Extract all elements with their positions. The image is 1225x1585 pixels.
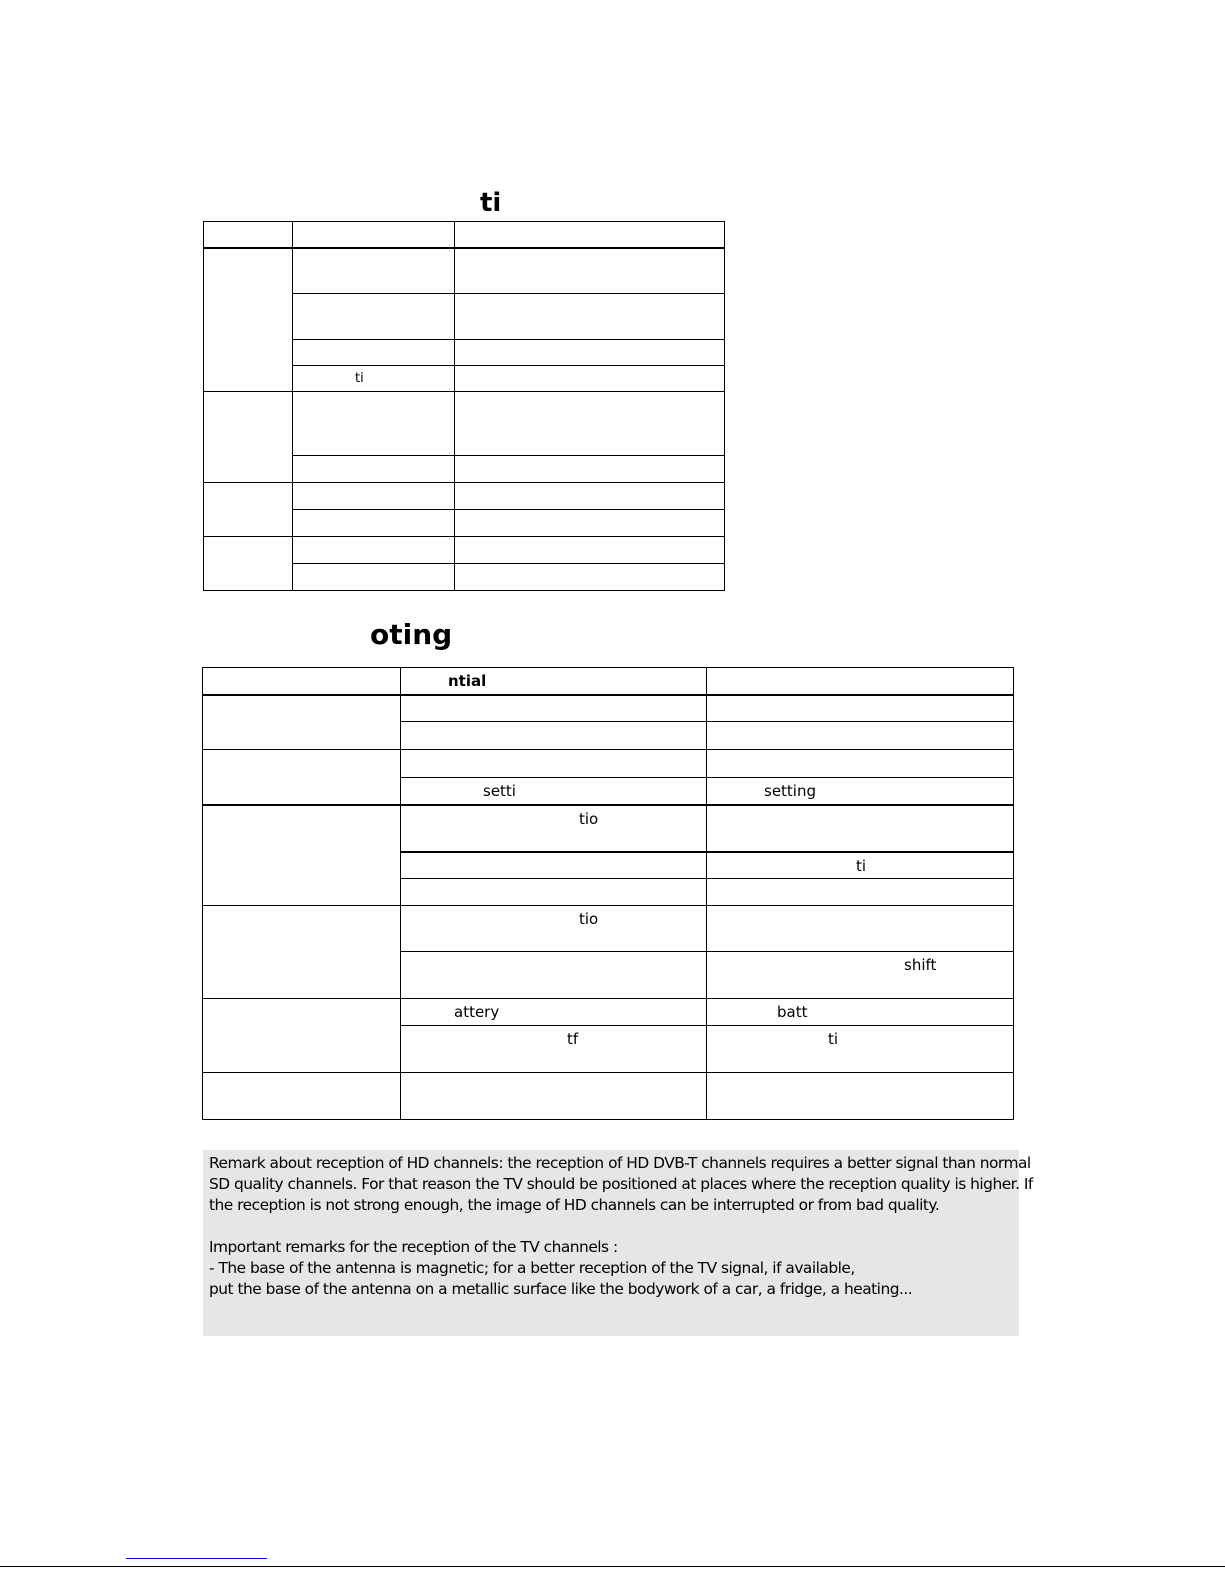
cell-fragment: tf bbox=[567, 1030, 579, 1048]
table-row bbox=[203, 668, 1014, 695]
troubleshooting-heading: oting bbox=[370, 618, 453, 651]
cell-fragment: setti bbox=[483, 782, 516, 800]
table-row bbox=[203, 906, 1014, 952]
table-row bbox=[204, 222, 725, 248]
cell-fragment: shift bbox=[904, 956, 937, 974]
bottom-rule bbox=[0, 1566, 1225, 1567]
cell-fragment: ti bbox=[856, 856, 867, 875]
spec-table bbox=[203, 221, 725, 591]
table-row bbox=[204, 483, 725, 510]
table-row bbox=[204, 248, 725, 294]
footer-link-underline[interactable] bbox=[126, 1558, 267, 1559]
table-row bbox=[203, 750, 1014, 778]
table-row bbox=[203, 695, 1014, 722]
cell-fragment: tio bbox=[579, 809, 599, 828]
spec-cell-fragment: ti bbox=[355, 371, 364, 386]
important-remark-line: - The base of the antenna is magnetic; for a better reception of the TV signal, if available, bbox=[209, 1259, 855, 1277]
table-row bbox=[204, 537, 725, 564]
spec-heading: ti bbox=[480, 188, 502, 218]
table-row bbox=[203, 1073, 1014, 1120]
table-row bbox=[204, 392, 725, 456]
header-cell-fragment: ntial bbox=[448, 672, 487, 690]
remark-line: SD quality channels. For that reason the TV should be positioned at places where the reception quality is higher. If bbox=[209, 1175, 1033, 1193]
cell-fragment: tio bbox=[579, 910, 599, 928]
remark-line: Remark about reception of HD channels: the reception of HD DVB-T channels requires a better signal than normal bbox=[209, 1154, 1031, 1172]
troubleshooting-table bbox=[202, 667, 1014, 1120]
remark-box bbox=[203, 1150, 1033, 1336]
table-row bbox=[203, 805, 1014, 852]
cell-fragment: attery bbox=[454, 1003, 500, 1021]
important-remark-line: put the base of the antenna on a metallic surface like the bodywork of a car, a fridge, a heating... bbox=[209, 1280, 913, 1298]
important-remarks-title: Important remarks for the reception of the TV channels : bbox=[209, 1238, 618, 1256]
table-row bbox=[203, 999, 1014, 1026]
cell-fragment: ti bbox=[828, 1030, 839, 1048]
cell-fragment: setting bbox=[764, 782, 817, 800]
remark-line: the reception is not strong enough, the image of HD channels can be interrupted or from bad quality. bbox=[209, 1196, 940, 1214]
cell-fragment: batt bbox=[777, 1003, 808, 1021]
